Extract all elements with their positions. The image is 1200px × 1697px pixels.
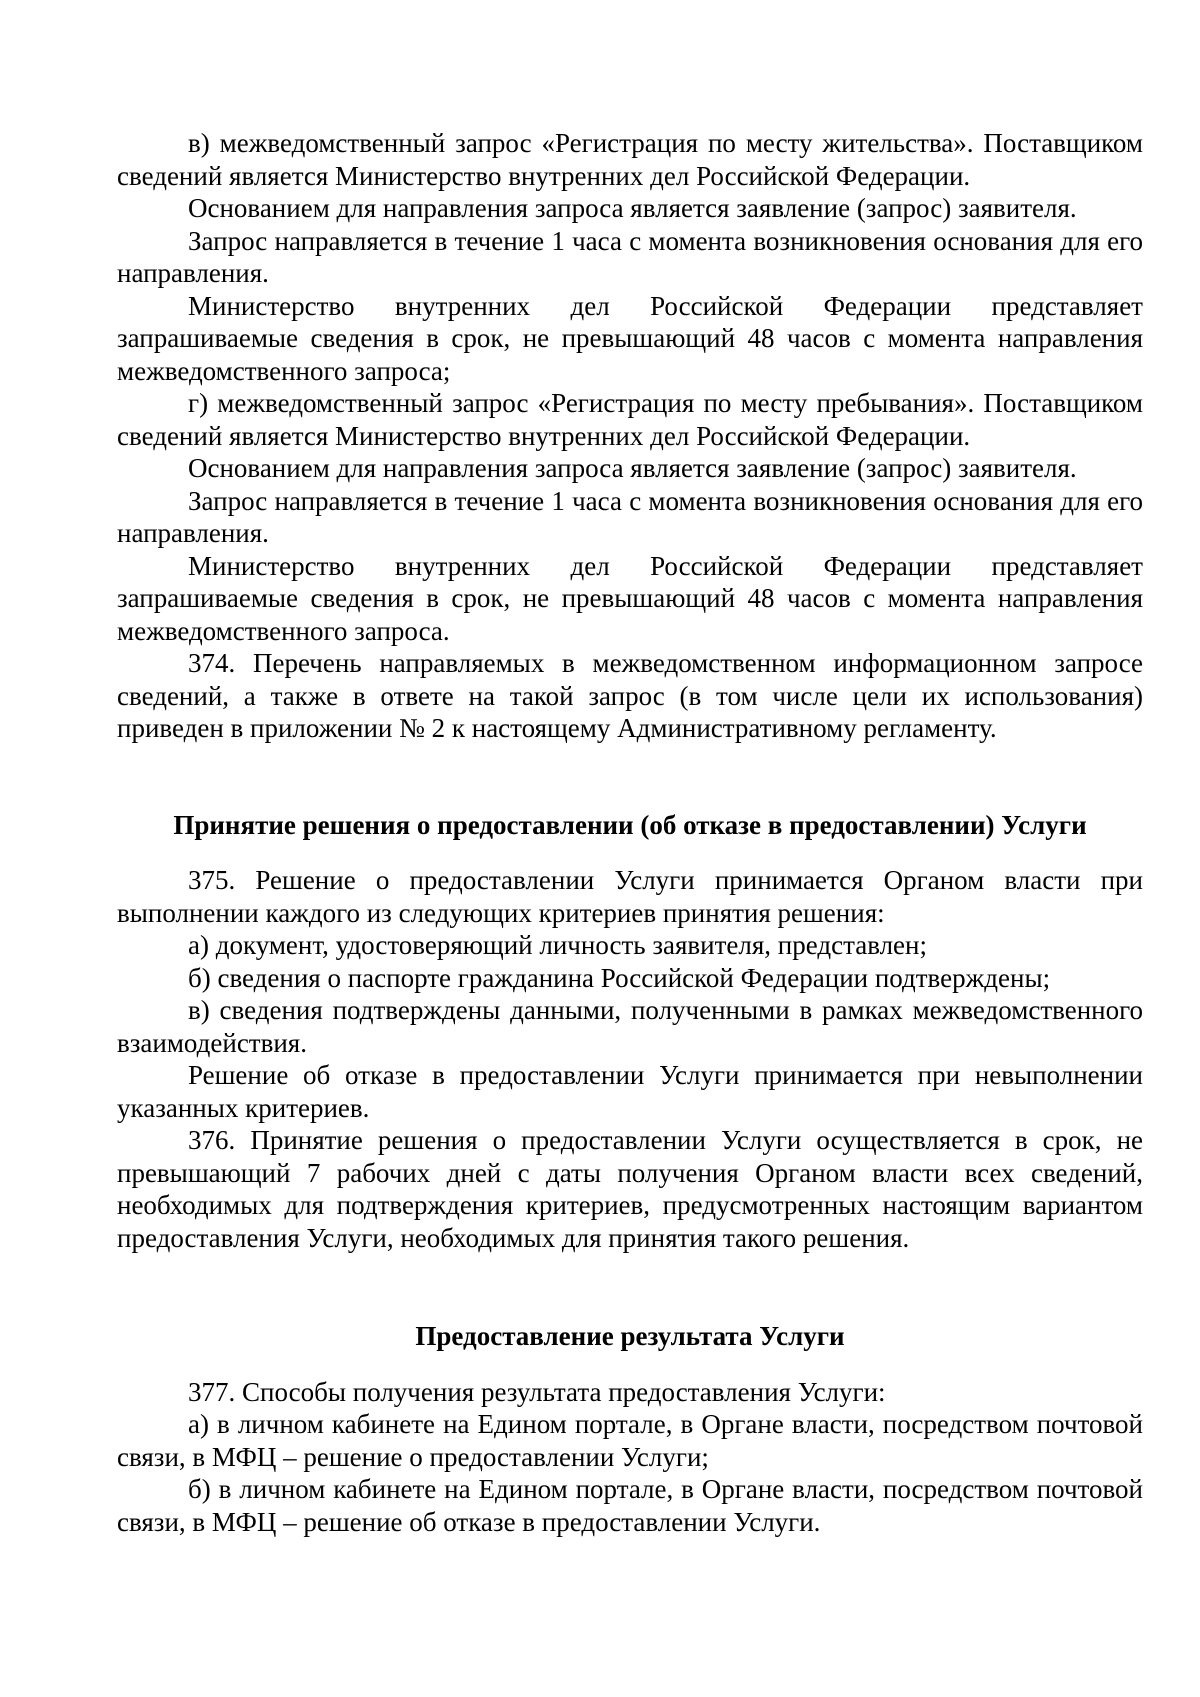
paragraph-criterion-c: в) сведения подтверждены данными, полученными в рамках межведомственного взаимодействия. bbox=[117, 995, 1143, 1058]
spacer bbox=[117, 841, 1143, 864]
paragraph-result-a: а) в личном кабинете на Едином портале, в Органе власти, посредством почтовой связи, в МФЦ – решение о предоставлении Услуги; bbox=[117, 1409, 1143, 1472]
paragraph-criterion-a: а) документ, удостоверяющий личность заявителя, представлен; bbox=[188, 930, 927, 960]
paragraph-376: 376. Принятие решения о предоставлении Услуги осуществляется в срок, не превышающий 7 рабочих дней с даты получения Органом власти всех сведений, необходимых для подтверждения критериев, предусмотренных настоящим вариантом предоставления Услуги, необходимых для принятия такого решения. bbox=[117, 1125, 1143, 1253]
spacer bbox=[117, 745, 1143, 809]
paragraph-request-residence: в) межведомственный запрос «Регистрация по месту жительства». Поставщиком сведений является Министерство внутренних дел Российской Федерации. bbox=[117, 128, 1143, 191]
spacer bbox=[117, 1254, 1143, 1320]
paragraph-result-b: б) в личном кабинете на Едином портале, в Органе власти, посредством почтовой связи, в МФЦ – решение об отказе в предоставлении Услуги. bbox=[117, 1474, 1143, 1537]
document-body bbox=[117, 127, 1143, 1538]
paragraph-request-stay: г) межведомственный запрос «Регистрация по месту пребывания». Поставщиком сведений является Министерство внутренних дел Российской Федерации. bbox=[117, 388, 1143, 451]
paragraph-374: 374. Перечень направляемых в межведомственном информационном запросе сведений, а также в ответе на такой запрос (в том числе цели их использования) приведен в приложении № 2 к настоящему Административному регламенту. bbox=[117, 648, 1143, 743]
paragraph-ministry-response: Министерство внутренних дел Российской Федерации представляет запрашиваемые сведения в срок, не превышающий 48 часов с момента направления межведомственного запроса. bbox=[117, 550, 1143, 646]
spacer bbox=[117, 1353, 1143, 1376]
paragraph-request-basis: Основанием для направления запроса является заявление (запрос) заявителя. bbox=[188, 193, 1077, 223]
paragraph-377: 377. Способы получения результата предоставления Услуги: bbox=[188, 1376, 886, 1407]
paragraph-refusal: Решение об отказе в предоставлении Услуги принимается при невыполнении указанных критериев. bbox=[117, 1060, 1143, 1123]
section-heading-result: Предоставление результата Услуги bbox=[415, 1321, 845, 1351]
paragraph-request-timing: Запрос направляется в течение 1 часа с момента возникновения основания для его направления. bbox=[117, 485, 1143, 548]
paragraph-criterion-b: б) сведения о паспорте гражданина Российской Федерации подтверждены; bbox=[188, 962, 1051, 993]
section-heading-decision: Принятие решения о предоставлении (об отказе в предоставлении) Услуги bbox=[173, 809, 1087, 840]
paragraph-request-basis: Основанием для направления запроса является заявление (запрос) заявителя. bbox=[188, 453, 1077, 483]
paragraph-375: 375. Решение о предоставлении Услуги принимается Органом власти при выполнении каждого из следующих критериев принятия решения: bbox=[117, 865, 1143, 928]
paragraph-request-timing: Запрос направляется в течение 1 часа с момента возникновения основания для его направления. bbox=[117, 225, 1143, 288]
paragraph-ministry-response: Министерство внутренних дел Российской Федерации представляет запрашиваемые сведения в срок, не превышающий 48 часов с момента направления межведомственного запроса; bbox=[117, 290, 1143, 386]
